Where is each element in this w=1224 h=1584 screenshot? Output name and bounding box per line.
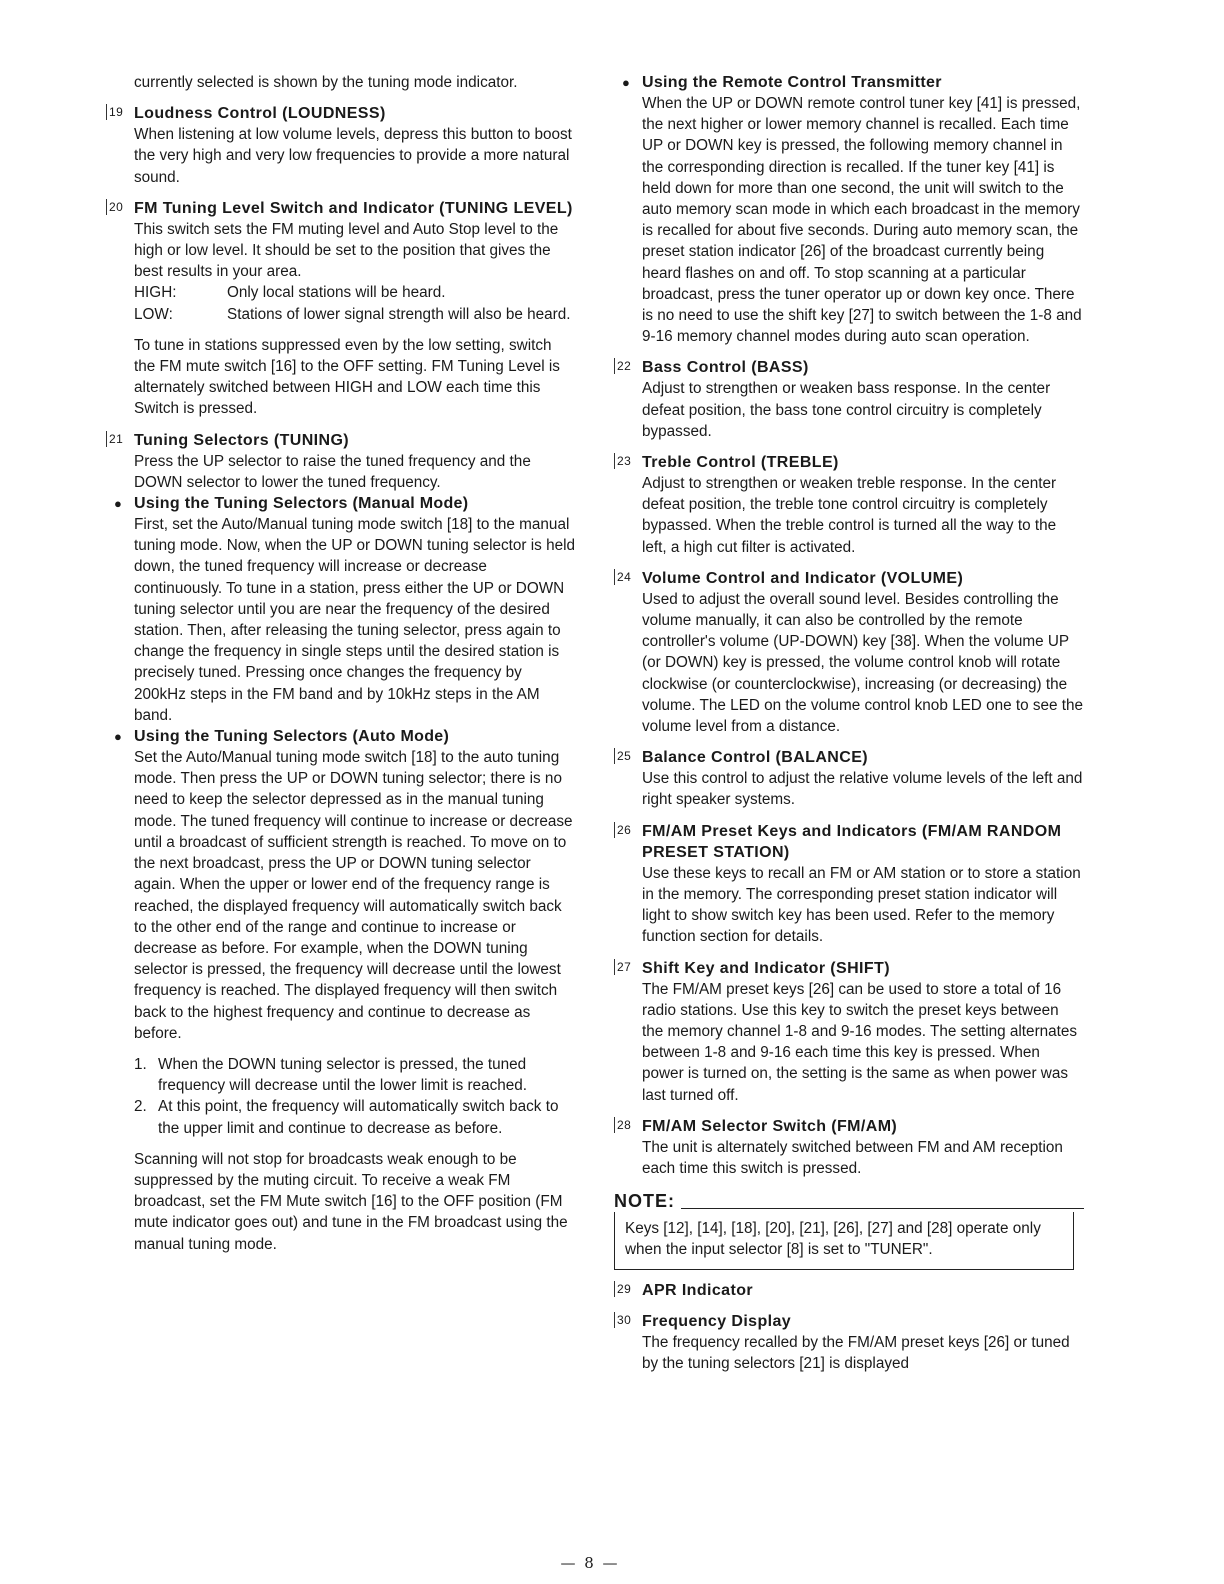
section-title: APR Indicator [642,1281,753,1299]
section-26-heading [614,821,1084,863]
note-rule [681,1207,1084,1209]
low-term: LOW: [134,305,173,323]
section-22 [614,357,1084,442]
note-label: NOTE: [614,1191,675,1212]
section-22-body: Adjust to strengthen or weaken bass response. In the center defeat position, the bass tone control circuitry is completely bypassed. [642,380,1051,440]
right-column [614,72,1084,1374]
section-title: Frequency Display [642,1312,792,1330]
section-19-heading [106,103,576,124]
section-22-heading [614,357,1084,378]
section-24 [614,568,1084,737]
section-21 [106,430,576,1255]
section-21-heading [106,430,576,451]
section-title: Bass Control (BASS) [642,359,809,377]
remote-heading: ● Using the Remote Control Transmitter [614,72,1084,93]
section-25-body: Use this control to adjust the relative volume levels of the left and right speaker systems. [642,770,1083,809]
section-number: 23 [614,453,631,469]
section-number: 21 [106,431,123,447]
remote-body: When the UP or DOWN remote control tuner key [41] is pressed, the next higher or lower memory channel is recalled. Each time UP or DOWN key is pressed, the following memory channel in the corresponding direction is recalled. If the tuner key [41] is held down for more than one second, the unit will switch to the auto memory scan mode in which each broadcast in the memory is recalled for about five seconds. During auto memory scan, the preset station indicator [26] of the broadcast currently being heard flashes on and off. To stop scanning at a particular broadcast, press the tuner operator up or down key once. There is no need to use the shift key [27] to switch between the 1-8 and 9-16 memory channel modes during auto scan operation. [642,95,1082,346]
section-title: Loudness Control (LOUDNESS) [134,105,386,123]
section-23-body: Adjust to strengthen or weaken treble response. In the center defeat position, the treble tone control circuitry is completely bypassed. When the treble control is turned all the way to the left, a high cut filter is activated. [642,475,1057,556]
auto-mode-heading: ● Using the Tuning Selectors (Auto Mode) [106,726,576,747]
section-number: 25 [614,748,631,764]
section-27-body: The FM/AM preset keys [26] can be used to store a total of 16 radio stations. Use this key to switch the preset keys between the memory channel 1-8 and 9-16 modes. The setting alternates between 1-8 and 9-16 each time this key is pressed. When power is turned on, the setting is the same as when power was last turned off. [642,980,1078,1104]
low-definition [106,304,576,325]
section-number: 30 [614,1312,631,1328]
section-title: Tuning Selectors (TUNING) [134,431,350,449]
section-21-body: Press the UP selector to raise the tuned frequency and the DOWN selector to lower the tuned frequency. [134,452,531,491]
section-23 [614,452,1084,558]
section-20-body2: To tune in stations suppressed even by the low setting, switch the FM mute switch [16] to the OFF setting. FM Tuning Level is alternately switched between HIGH and LOW each time this Switch is pressed. [134,336,560,418]
high-term: HIGH: [134,284,177,302]
section-number: 28 [614,1117,631,1133]
section-title: Shift Key and Indicator (SHIFT) [642,959,890,977]
list-item [134,1054,576,1096]
section-27-heading [614,958,1084,979]
section-number: 27 [614,959,631,975]
section-24-body: Used to adjust the overall sound level. Besides controlling the volume manually, it can also be controlled by the remote controller's volume (UP-DOWN) key [38]. When the volume UP (or DOWN) key is pressed, the volume control knob will rotate clockwise (or counterclockwise), increasing (or decreasing) the volume. The LED on the volume control knob LED one to see the volume level from a distance. [642,590,1084,736]
section-24-heading [614,568,1084,589]
page-number: — 8 — [560,1554,620,1572]
section-number: 19 [106,104,123,120]
section-title: FM/AM Preset Keys and Indicators (FM/AM RANDOM PRESET STATION) [642,822,1062,861]
section-number: 20 [106,199,123,215]
scan-body: Scanning will not stop for broadcasts weak enough to be suppressed by the muting circuit. To receive a weak FM broadcast, set the FM Mute switch [16] to the OFF position (FM mute indicator goes out) and tune in the FM broadcast using the manual tuning mode. [134,1150,568,1253]
section-19-body: When listening at low volume levels, depress this button to boost the very high and very low frequencies to provide a more natural sound. [134,126,572,186]
section-number: 29 [614,1281,631,1297]
section-title: FM/AM Selector Switch (FM/AM) [642,1117,898,1135]
section-30 [614,1311,1084,1374]
section-number: 24 [614,569,631,585]
section-20-body: This switch sets the FM muting level and Auto Stop level to the high or low level. It should be set to the position that gives the best results in your area. [134,220,559,281]
list-number: 1. [134,1055,147,1073]
note-heading [614,1191,1084,1212]
manual-mode-body: First, set the Auto/Manual tuning mode switch [18] to the manual tuning mode. Now, when the UP or DOWN tuning selector is held down, the tuned frequency will increase or decrease continuously. To tune in a station, press either the UP or DOWN tuning selector until you are near the frequency of the desired station. Then, after releasing the tuning selector, press again to change the frequency in single steps until the desired station is precisely tuned. Pressing once changes the frequency by 200kHz steps in the FM band and by 10kHz steps in the AM band. [134,516,575,724]
section-title: Treble Control (TREBLE) [642,454,839,472]
section-20 [106,198,576,420]
section-number: 26 [614,822,631,838]
high-desc: Only local stations will be heard. [227,284,446,302]
section-19 [106,103,576,188]
section-20-heading [106,198,576,219]
low-desc: Stations of lower signal strength will also be heard. [227,305,571,323]
section-27 [614,958,1084,1106]
section-29-heading [614,1280,1084,1301]
section-title: Balance Control (BALANCE) [642,749,869,767]
section-23-heading [614,452,1084,473]
manual-mode-heading: ● Using the Tuning Selectors (Manual Mode) [106,493,576,514]
left-column [106,72,576,1255]
section-title: FM Tuning Level Switch and Indicator (TUNING LEVEL) [134,199,573,217]
section-28-heading [614,1116,1084,1137]
intro-text: currently selected is shown by the tuning mode indicator. [134,74,518,91]
note-box: Keys [12], [14], [18], [20], [21], [26], [27] and [28] operate only when the input selector [8] is set to "TUNER". [614,1212,1074,1269]
auto-mode-body: Set the Auto/Manual tuning mode switch [18] to the auto tuning mode. Then press the UP or DOWN tuning selector; there is no need to keep the selector depressed as in the manual tuning mode. The tuned frequency will continue to increase or decrease until a broadcast of sufficient strength is reached. To move on to the next broadcast, press the UP or DOWN tuning selector again. When the upper or lower end of the frequency range is reached, the displayed frequency will automatically switch back to the other end of the range and continue to increase or decrease as before. For example, when the DOWN tuning selector is pressed, the frequency will decrease until the lowest frequency is reached. The displayed frequency will then switch back to the highest frequency and continue to decrease as before. [134,749,573,1042]
section-30-heading [614,1311,1084,1332]
section-30-body: The frequency recalled by the FM/AM preset keys [26] or tuned by the tuning selectors [21] is displayed [642,1333,1070,1372]
section-25 [614,747,1084,810]
section-26 [614,821,1084,948]
list-text: At this point, the frequency will automatically switch back to the upper limit and continue to decrease as before. [158,1098,559,1137]
section-25-heading [614,747,1084,768]
list-number: 2. [134,1098,147,1116]
section-number: 22 [614,358,631,374]
numbered-list [106,1054,576,1139]
high-definition [106,282,576,303]
section-26-body: Use these keys to recall an FM or AM station or to store a station in the memory. The corresponding preset station indicator will light to show switch key has been used. Refer to the memory function section for details. [642,864,1081,946]
section-title: Volume Control and Indicator (VOLUME) [642,569,964,587]
list-item [134,1096,576,1138]
list-text: When the DOWN tuning selector is pressed, the tuned frequency will decrease until the lower limit is reached. [158,1055,527,1095]
section-29 [614,1280,1084,1301]
section-28 [614,1116,1084,1179]
section-28-body: The unit is alternately switched between FM and AM reception each time this switch is pressed. [642,1138,1063,1177]
